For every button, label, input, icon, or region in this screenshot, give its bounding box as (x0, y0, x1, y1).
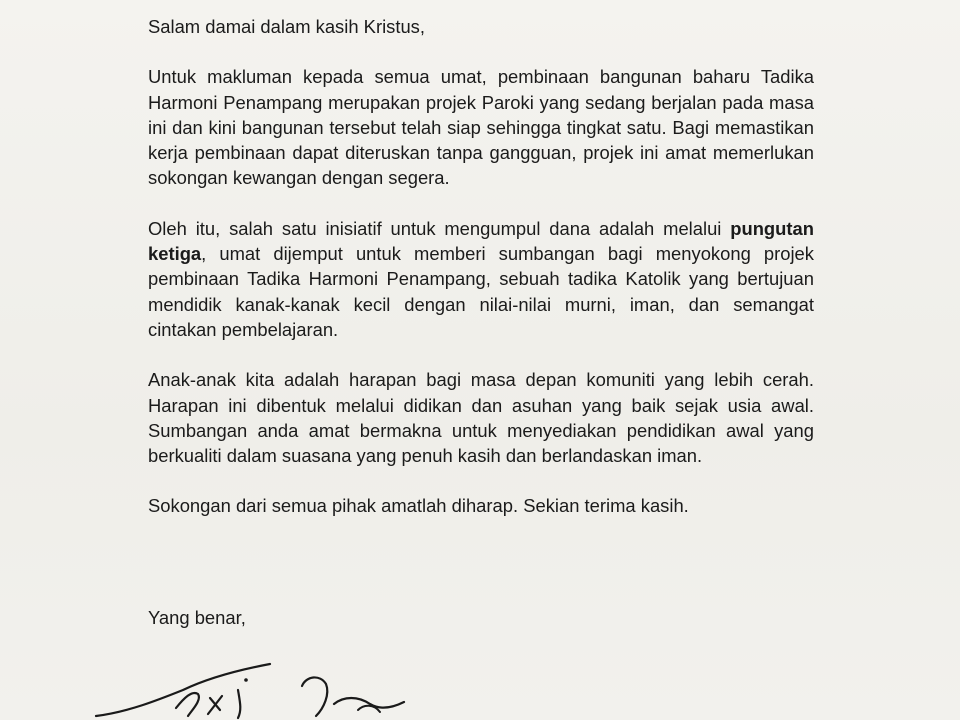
letter-body (148, 14, 814, 519)
salutation: Salam damai dalam kasih Kristus, (148, 16, 425, 37)
paragraph-thanks: Sokongan dari semua pihak amatlah diharap. Sekian terima kasih. (148, 495, 689, 517)
paragraph-collection-rest: , umat dijemput untuk memberi sumbangan bagi menyokong projek pembinaan Tadika Harmoni Penampang, sebuah tadika Katolik yang bertujuan mendidik kanak-kanak kecil dengan nilai-nilai murni, iman, dan semangat cintakan pembelajaran. (148, 243, 814, 340)
paragraph-collection (148, 216, 814, 342)
paragraph-collection-lead: Oleh itu, salah satu inisiatif untuk mengumpul dana adalah melalui (148, 217, 731, 239)
paragraph-children: Anak-anak kita adalah harapan bagi masa depan komuniti yang lebih cerah. Harapan ini dibentuk melalui didikan dan asuhan yang baik sejak usia awal. Sumbangan anda amat bermakna untuk menyediakan pendidikan awal yang berkualiti dalam suasana yang penuh kasih dan berlandaskan iman. (148, 369, 814, 467)
third-collection-emphasis: pungutan ketiga (148, 217, 814, 265)
paragraph-construction: Untuk makluman kepada semua umat, pembinaan bangunan baharu Tadika Harmoni Penampang merupakan projek Paroki yang sedang berjalan pada masa ini dan kini bangunan tersebut telah siap sehingga tingkat satu. Bagi memastikan kerja pembinaan dapat diteruskan tanpa gangguan, projek ini amat memerlukan sokongan kewangan dengan segera. (148, 66, 814, 189)
handwritten-signature (88, 650, 428, 720)
closing: Yang benar, (148, 607, 246, 628)
